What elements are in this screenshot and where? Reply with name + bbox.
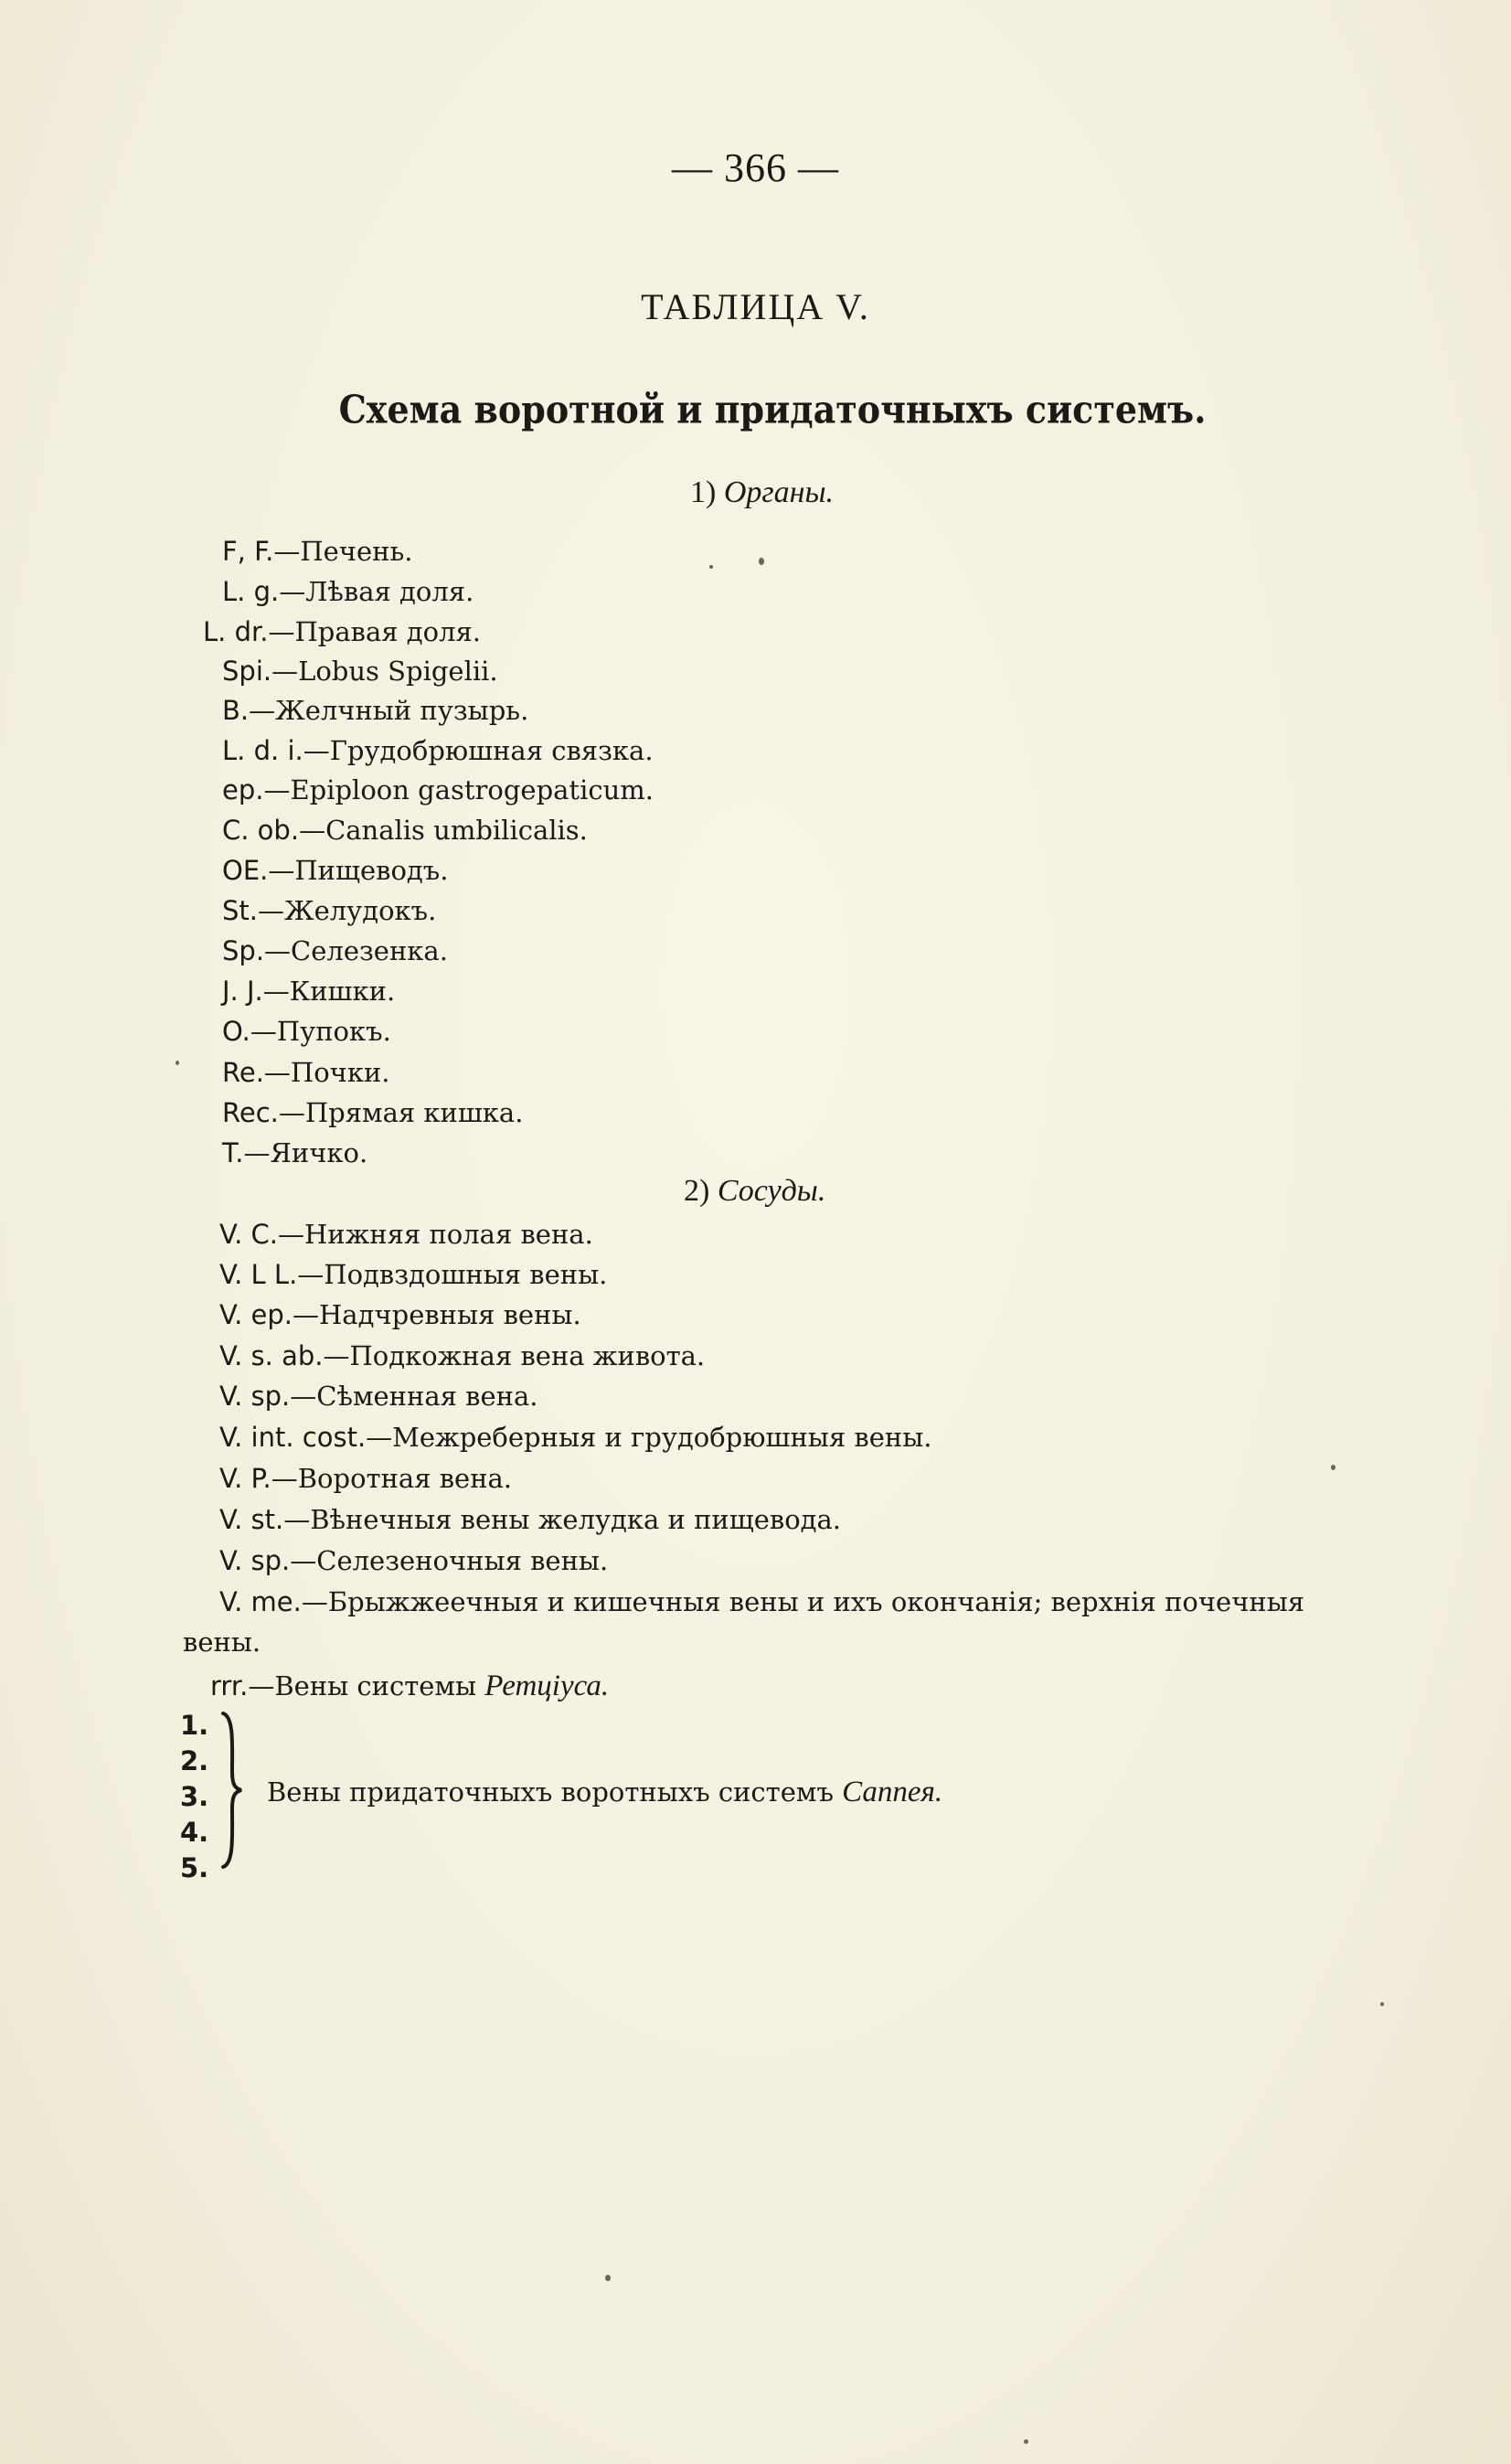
ink-speck: [709, 565, 713, 569]
legend-entry-vessel: [219, 1504, 841, 1535]
legend-entry-organ: [222, 895, 436, 926]
legend-desc: —Пищеводъ.: [268, 855, 449, 886]
legend-abbr: rrr.: [210, 1670, 249, 1701]
legend-abbr: Rec.: [222, 1097, 279, 1128]
item-number: 3.: [180, 1781, 209, 1812]
legend-desc: —Почки.: [263, 1057, 390, 1088]
legend-desc: —Правая доля.: [268, 616, 482, 647]
legend-abbr: T.: [222, 1137, 244, 1168]
item-number: 1.: [180, 1710, 209, 1741]
legend-entry-organ: [222, 855, 448, 886]
legend-desc: —Вѣнечныя вены желудка и пищевода.: [283, 1504, 842, 1535]
ink-speck: [759, 558, 764, 565]
legend-abbr: V. sp.: [219, 1381, 291, 1412]
legend-desc: —Пупокъ.: [250, 1016, 391, 1047]
table-title: ТАБЛИЦА V.: [641, 286, 870, 327]
legend-abbr: L. dr.: [203, 616, 269, 647]
section-number: 1): [690, 475, 717, 509]
legend-desc: —Межреберныя и грудобрюшныя вены.: [366, 1422, 932, 1453]
legend-entry-organ: [222, 1137, 367, 1168]
legend-desc: —Лѣвая доля.: [279, 576, 474, 607]
page-number: — 366 —: [672, 145, 839, 190]
legend-desc: —Canalis umbilicalis.: [299, 815, 588, 846]
legend-desc: —Подвздошныя вены.: [297, 1259, 608, 1290]
legend-abbr: O.: [222, 1016, 250, 1047]
legend-entry-organ: [222, 536, 412, 567]
legend-desc: —Кишки.: [262, 976, 396, 1007]
legend-entry-organ: [222, 735, 654, 766]
legend-entry-vessel: [219, 1463, 512, 1494]
legend-entry-sappey: [267, 1776, 942, 1809]
legend-abbr: V. C.: [219, 1219, 279, 1250]
legend-entry-organ: [222, 774, 654, 805]
legend-abbr: Sp.: [222, 935, 265, 966]
legend-desc: —Сѣменная вена.: [290, 1381, 538, 1412]
legend-desc: —Желчный пузырь.: [249, 695, 529, 726]
legend-abbr: V. s. ab.: [219, 1340, 324, 1371]
legend-abbr: Spi.: [222, 656, 272, 687]
legend-entry-vessel: [219, 1259, 607, 1290]
legend-desc: —Брыжжеечныя и кишечныя вены и ихъ окончанія; верхнія почечныя: [301, 1586, 1305, 1617]
legend-desc: —Epiploon gastrogepaticum.: [263, 774, 654, 805]
legend-abbr: ep.: [222, 774, 264, 805]
legend-entry-organ: [222, 1057, 390, 1088]
scheme-title: Схема воротной и придаточныхъ системъ.: [338, 386, 1207, 432]
legend-desc: —Воротная вена.: [271, 1463, 513, 1494]
legend-desc: —Подкожная вена живота.: [323, 1340, 706, 1371]
legend-desc: —Селезеночныя вены.: [290, 1545, 609, 1576]
section-title: Сосуды.: [717, 1174, 826, 1208]
ink-speck: [1024, 2439, 1028, 2444]
ink-speck: [605, 2275, 611, 2281]
legend-desc: —Грудобрюшная связка.: [303, 735, 654, 766]
legend-entry-vessel: [219, 1340, 705, 1371]
legend-abbr: V. P.: [219, 1463, 271, 1494]
curly-brace-icon: [218, 1708, 245, 1872]
legend-entry-organ: [222, 815, 588, 846]
legend-desc: —Вены системы: [248, 1670, 485, 1701]
legend-desc: —Печень.: [273, 536, 413, 567]
legend-entry-organ: [222, 656, 498, 687]
legend-entry-organ: [222, 576, 474, 607]
legend-entry-organ: [222, 935, 448, 966]
ink-speck: [1380, 2002, 1384, 2006]
item-number: 4.: [180, 1817, 209, 1848]
legend-desc: —Lobus Spigelii.: [271, 656, 498, 687]
legend-desc: —Яичко.: [243, 1137, 368, 1168]
legend-abbr: V. sp.: [219, 1545, 291, 1576]
legend-entry-organ: [222, 976, 395, 1007]
legend-entry-organ: [203, 616, 481, 647]
section-heading-vessels: [684, 1174, 825, 1209]
legend-desc: —Надчревныя вены.: [293, 1299, 581, 1330]
legend-abbr: V. L L.: [219, 1259, 298, 1290]
legend-entry-organ: [222, 1016, 391, 1047]
legend-entry-vessel: [219, 1219, 593, 1250]
legend-desc: —Нижняя полая вена.: [278, 1219, 593, 1250]
author-name-retzius: Ретціуса.: [484, 1669, 610, 1702]
legend-entry-vessel: [219, 1299, 581, 1330]
legend-abbr: B.: [222, 695, 250, 726]
legend-abbr: V. ep.: [219, 1299, 293, 1330]
legend-entry-vessel: [219, 1545, 608, 1576]
legend-entry-vessel-me-cont: вены.: [183, 1627, 261, 1658]
legend-abbr: L. d. i.: [222, 735, 303, 766]
legend-abbr: OE.: [222, 855, 269, 886]
legend-entry-vessel-me: [219, 1586, 1304, 1617]
legend-abbr: L. g.: [222, 576, 280, 607]
legend-abbr: C. ob.: [222, 815, 300, 846]
legend-abbr: V. int. cost.: [219, 1422, 367, 1453]
legend-abbr: V. st.: [219, 1504, 284, 1535]
legend-abbr: Re.: [222, 1057, 264, 1088]
legend-abbr: F, F.: [222, 536, 274, 567]
legend-entry-vessel: [219, 1422, 932, 1453]
section-title: Органы.: [723, 475, 835, 509]
legend-entry-organ: [222, 695, 528, 726]
legend-entry-organ: [222, 1097, 523, 1128]
section-heading-organs: [690, 475, 834, 510]
legend-desc: —Селезенка.: [264, 935, 448, 966]
legend-desc: Вены придаточныхъ воротныхъ системъ: [267, 1776, 843, 1808]
legend-abbr: V. me.: [219, 1586, 302, 1617]
legend-abbr: J. J.: [222, 976, 263, 1007]
section-number: 2): [684, 1174, 710, 1208]
author-name-sappey: Саппея.: [842, 1776, 943, 1808]
ink-speck: [176, 1061, 179, 1065]
legend-entry-vessel: [219, 1381, 537, 1412]
legend-entry-retzius: [210, 1669, 609, 1703]
legend-desc: —Желудокъ.: [258, 895, 437, 926]
item-number: 2.: [180, 1745, 209, 1776]
legend-abbr: St.: [222, 895, 258, 926]
item-number: 5.: [180, 1852, 209, 1883]
legend-desc: —Прямая кишка.: [278, 1097, 524, 1128]
ink-speck: [1331, 1465, 1335, 1470]
